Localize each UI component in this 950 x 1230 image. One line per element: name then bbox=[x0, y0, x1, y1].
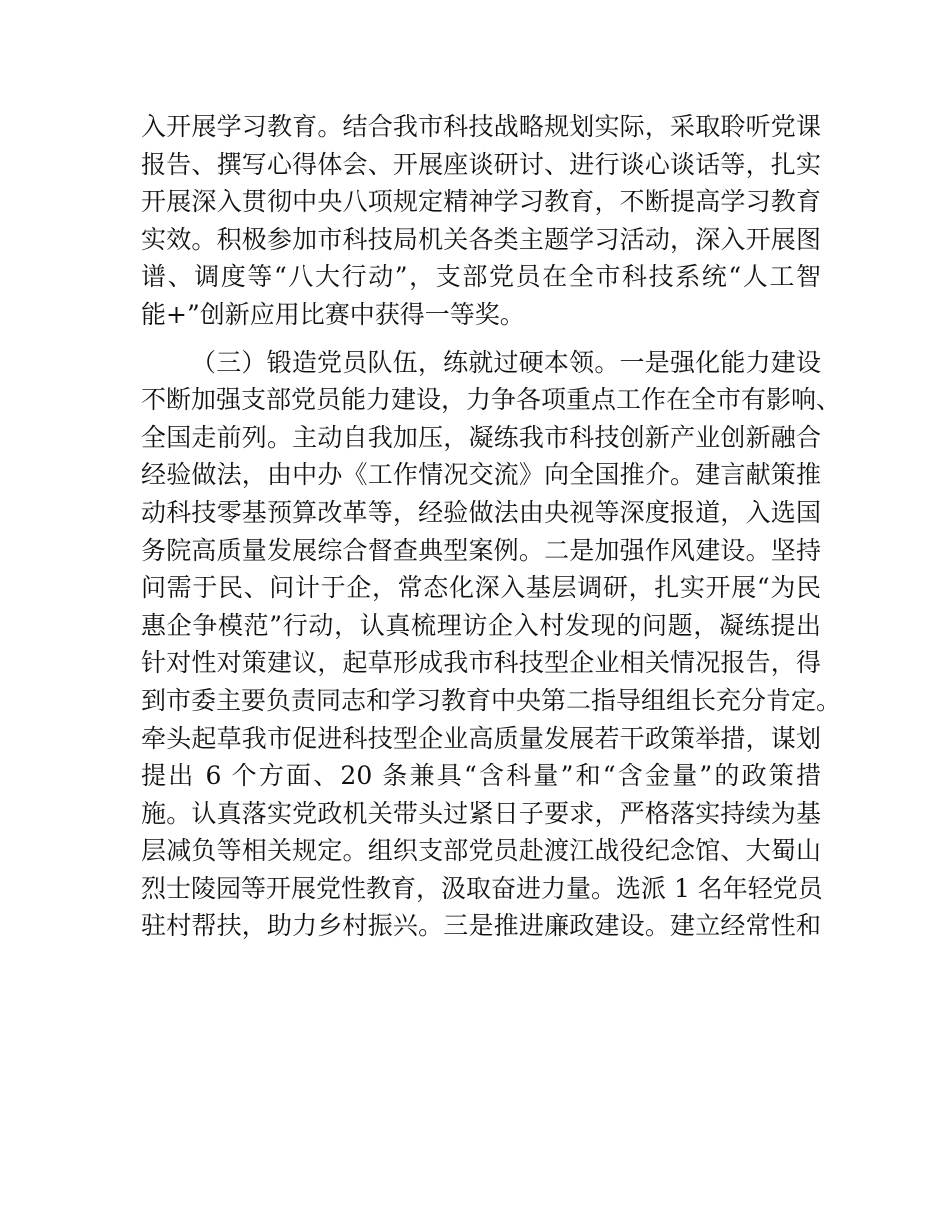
text-line: 驻村帮扶，助力乡村振兴。三是推进廉政建设。建立经常性和 bbox=[141, 911, 821, 941]
text-line: 报告、撰写心得体会、开展座谈研讨、进行谈心谈话等，扎实 bbox=[141, 149, 821, 179]
text-line: 动科技零基预算改革等，经验做法由央视等深度报道，入选国 bbox=[141, 497, 821, 527]
text-line: 施。认真落实党政机关带头过紧日子要求，严格落实持续为基 bbox=[141, 798, 821, 828]
text-line: 谱、调度等“八大行动”，支部党员在全市科技系统“人工智 bbox=[141, 262, 821, 292]
text-line: 烈士陵园等开展党性教育，汲取奋进力量。选派 1 名年轻党员 bbox=[141, 873, 823, 903]
paragraph-1 bbox=[141, 108, 821, 334]
text-line: 实效。积极参加市科技局机关各类主题学习活动，深入开展图 bbox=[141, 224, 821, 254]
text-line: 牵头起草我市促进科技型企业高质量发展若干政策举措，谋划 bbox=[141, 723, 821, 753]
text-line: 惠企争模范”行动，认真梳理访企入村发现的问题，凝练提出 bbox=[141, 610, 821, 640]
text-line: 全国走前列。主动自我加压，凝练我市科技创新产业创新融合 bbox=[141, 422, 821, 452]
text-line: 到市委主要负责同志和学习教育中央第二指导组组长充分肯定。 bbox=[141, 685, 842, 715]
text-line: 入开展学习教育。结合我市科技战略规划实际，采取聆听党课 bbox=[141, 112, 821, 141]
text-line: 开展深入贯彻中央八项规定精神学习教育，不断提高学习教育 bbox=[141, 187, 821, 217]
section-heading-line: （三）锻造党员队伍，练就过硬本领。一是强化能力建设 bbox=[191, 347, 821, 377]
text-line: 层减负等相关规定。组织支部党员赴渡江战役纪念馆、大蜀山 bbox=[141, 836, 821, 866]
text-line: 不断加强支部党员能力建设，力争各项重点工作在全市有影响、 bbox=[141, 385, 842, 415]
text-line: 经验做法，由中办《工作情况交流》向全国推介。建言献策推 bbox=[141, 460, 821, 490]
text-line: 务院高质量发展综合督查典型案例。二是加强作风建设。坚持 bbox=[141, 535, 821, 565]
text-line: 问需于民、问计于企，常态化深入基层调研，扎实开展“为民 bbox=[141, 573, 821, 603]
text-line: 针对性对策建议，起草形成我市科技型企业相关情况报告，得 bbox=[141, 648, 821, 678]
paragraph-2 bbox=[141, 344, 842, 946]
body-text bbox=[141, 108, 842, 945]
text-line: 提出 6 个方面、20 条兼具“含科量”和“含金量”的政策措 bbox=[141, 761, 821, 791]
text-line: 能+”创新应用比赛中获得一等奖。 bbox=[141, 299, 525, 329]
